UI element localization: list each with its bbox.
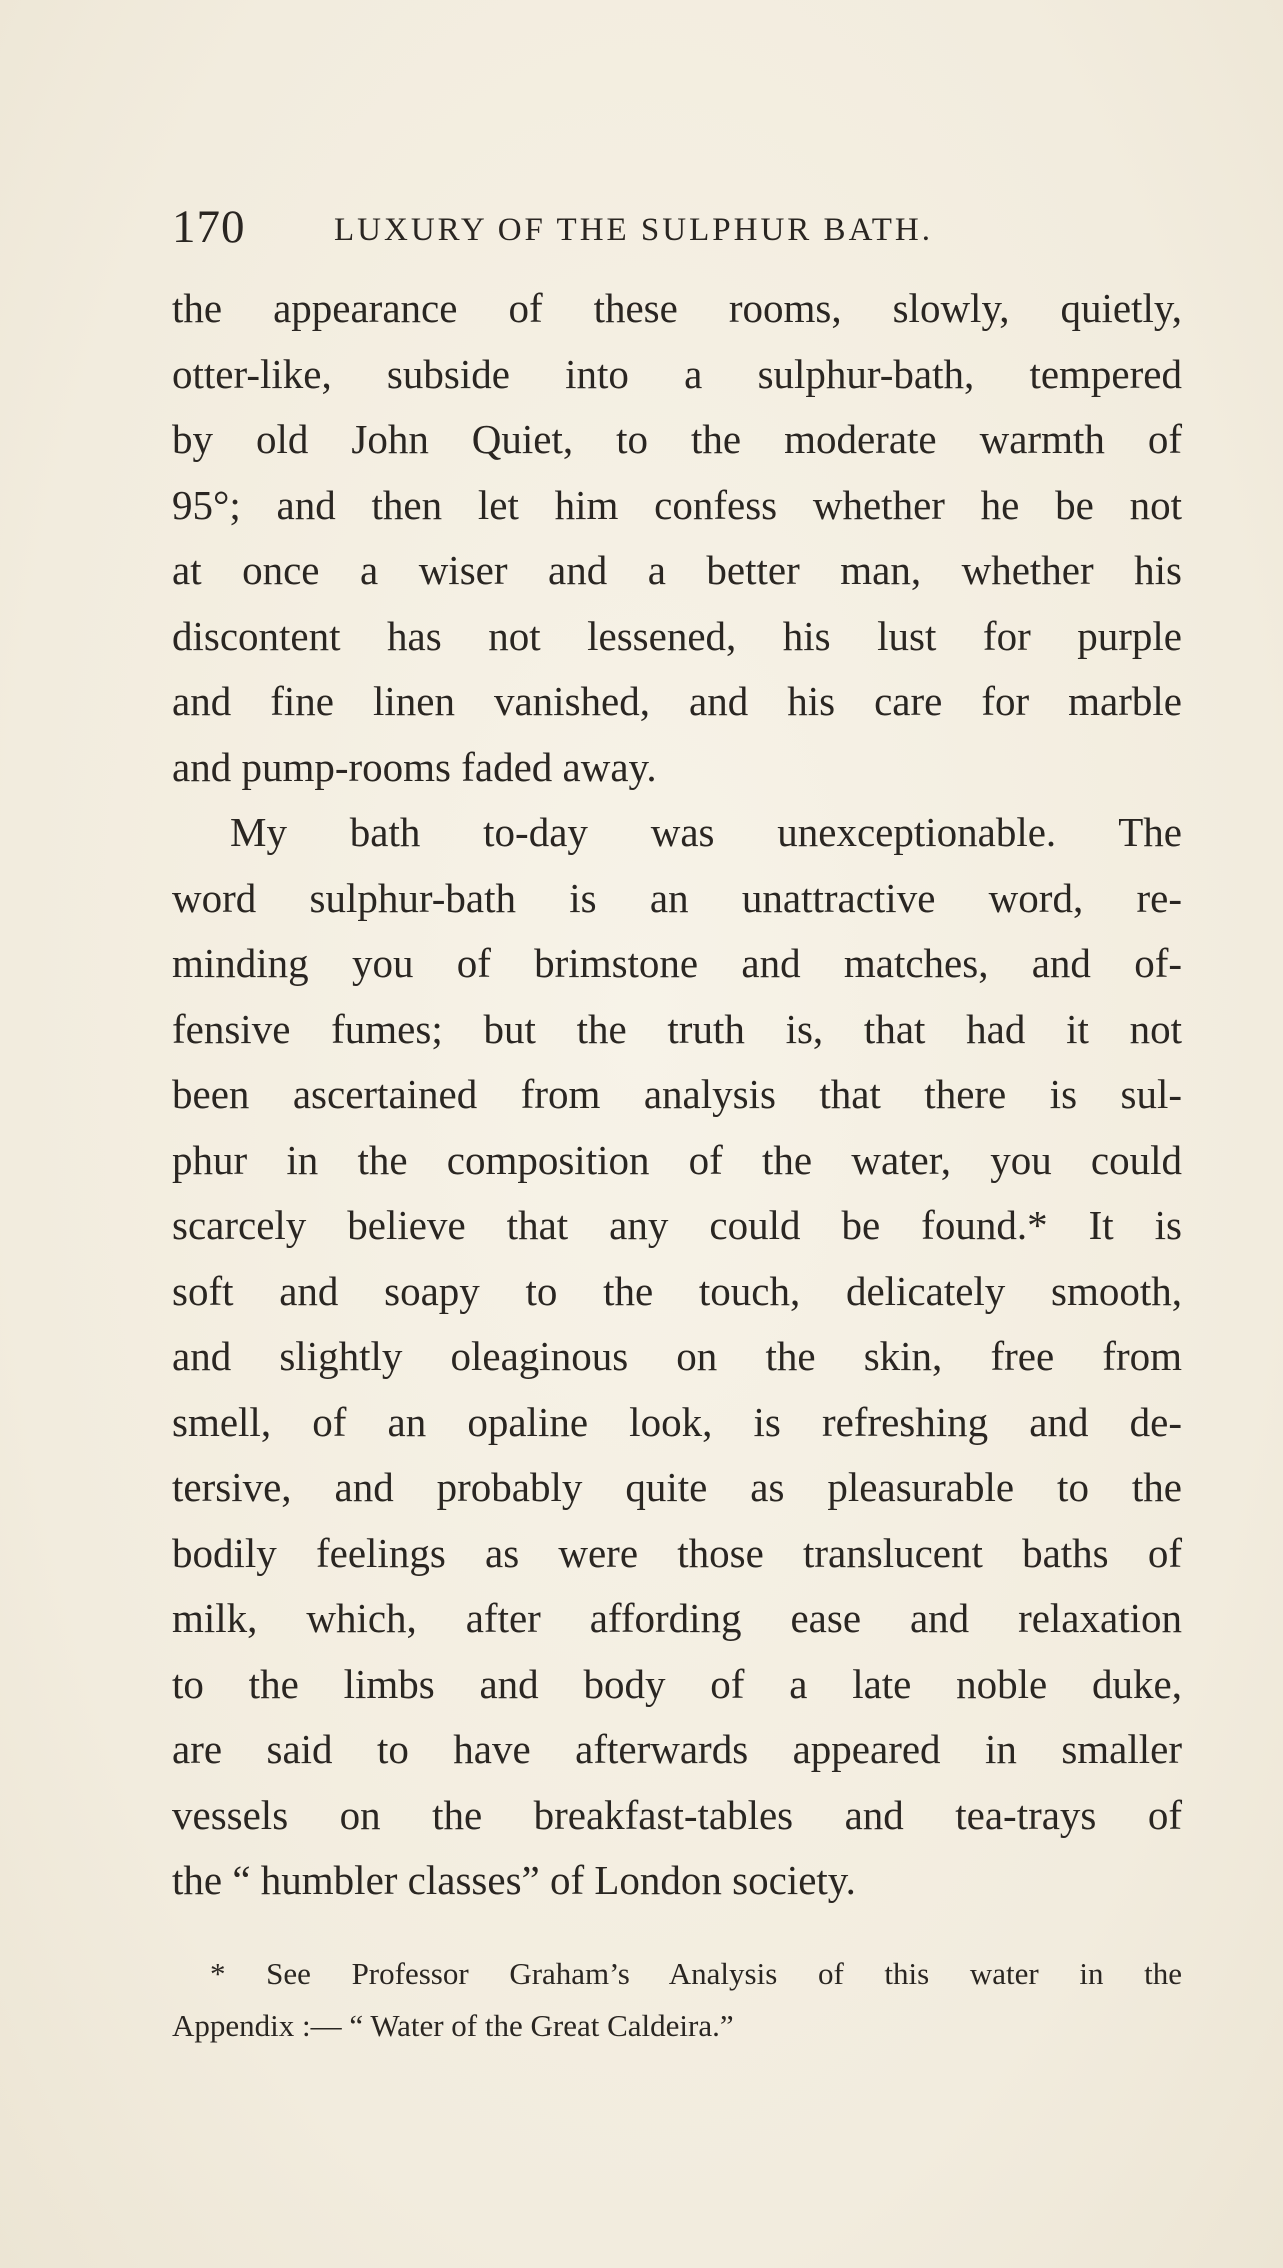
text-line: at once a wiser and a better man, whether his <box>172 547 1182 593</box>
text-line: the appearance of these rooms, slowly, quietly, <box>172 285 1182 331</box>
text-line: soft and soapy to the touch, delicately smooth, <box>172 1267 1182 1314</box>
running-title: LUXURY OF THE SULPHUR BATH. <box>334 212 933 248</box>
text-line: by old John Quiet, to the moderate warmth of <box>172 416 1182 462</box>
text-line: been ascertained from analysis that there is sul- <box>172 1071 1182 1117</box>
text-line: the “ humbler classes” of London society. <box>172 1857 856 1903</box>
text-line: tersive, and probably quite as pleasurable to the <box>172 1464 1182 1510</box>
page-header <box>172 200 1152 260</box>
text-line: word sulphur-bath is an unattractive word, re- <box>172 874 1182 921</box>
text-line: milk, which, after affording ease and relaxation <box>172 1595 1182 1641</box>
paragraph-start-line: My bath to-day was unexceptionable. The <box>230 809 1182 855</box>
text-line: 95°; and then let him confess whether he be not <box>172 481 1182 528</box>
footnote <box>172 1948 1182 2052</box>
text-line: otter-like, subside into a sulphur-bath, tempered <box>172 350 1182 397</box>
text-line: scarcely believe that any could be found.* It is <box>172 1202 1182 1248</box>
page-number: 170 <box>172 201 246 253</box>
text-line: and pump-rooms faded away. <box>172 743 657 790</box>
text-line: are said to have afterwards appeared in smaller <box>172 1726 1182 1772</box>
text-line: smell, of an opaline look, is refreshing and de- <box>172 1398 1182 1445</box>
text-line: discontent has not lessened, his lust for purple <box>172 612 1182 659</box>
footnote-line: * See Professor Graham’s Analysis of this water in the <box>210 1956 1182 1991</box>
text-line: bodily feelings as were those translucent baths of <box>172 1529 1182 1576</box>
text-line: fensive fumes; but the truth is, that had it not <box>172 1005 1182 1052</box>
text-line: vessels on the breakfast-tables and tea-trays of <box>172 1791 1182 1838</box>
text-line: minding you of brimstone and matches, and of- <box>172 940 1182 986</box>
body-text <box>172 276 1182 1914</box>
text-line: and slightly oleaginous on the skin, free from <box>172 1333 1182 1379</box>
text-line: phur in the composition of the water, you could <box>172 1136 1182 1183</box>
footnote-line: Appendix :— “ Water of the Great Caldeira.” <box>172 2008 734 2043</box>
text-line: and fine linen vanished, and his care for marble <box>172 678 1182 724</box>
text-line: to the limbs and body of a late noble duke, <box>172 1660 1182 1707</box>
